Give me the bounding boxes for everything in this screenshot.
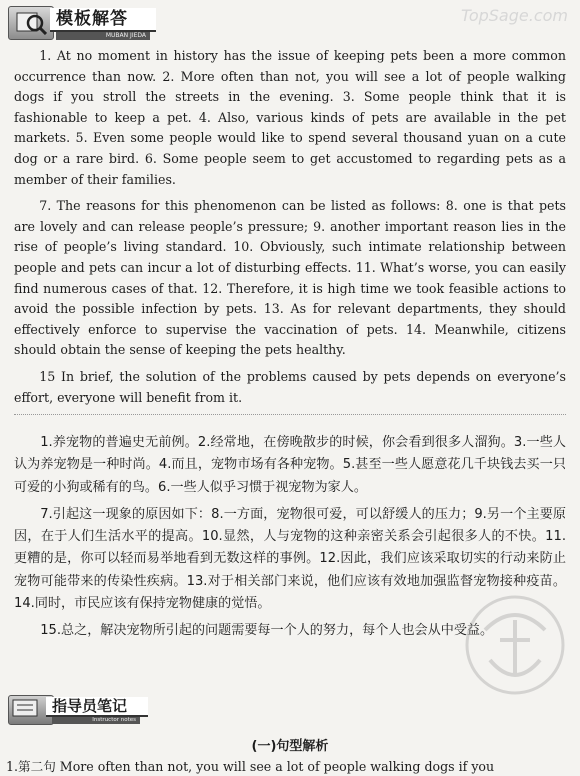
magnifier-icon <box>8 6 54 40</box>
section-divider <box>14 414 566 415</box>
notes-title: 指导员笔记 <box>46 697 148 717</box>
section-badge-model-answer <box>8 6 158 40</box>
english-paragraph-3: 15 In brief, the solution of the problems caused by pets depends on everyone’s effort, everyone will benefit from it. <box>14 368 566 405</box>
analysis-first-line: 1.第二句 More often than not, you will see a lot of people walking dogs if you <box>6 759 495 774</box>
chinese-paragraph-2: 7.引起这一现象的原因如下：8.一方面，宠物很可爱，可以舒缓人的压力；9.另一个主要原因，在于人们生活水平的提高。10.显然，人与宠物的这种亲密关系会引起很多人的不快。11.更糟的是，你可以轻而易举地看到无数这样的事例。12.因此，我们应该采取切实的行动来防止宠物可能带来的传染性疾病。13.对于相关部门来说，他们应该有效地加强监督宠物接种疫苗。14.同时，市民应该有保持宠物健康的觉悟。 <box>14 506 566 612</box>
chinese-paragraph-3: 15.总之，解决宠物所引起的问题需要每一个人的努力，每个人也会从中受益。 <box>40 623 494 639</box>
english-paragraph-1: 1. At no moment in history has the issue of keeping pets been a more common occurrence than now. 2. More often than not, you will see a lot of people walking dogs if you stroll the streets in the evening. 3. Some people think that it is fashionable to keep a pet. 4. Also, various kinds of pets are available in the pet markets. 5. Even some people would like to spend several thousand yuan on a cute dog or a rare bird. 6. Some people seem to get accustomed to regarding pets as a member of their families. <box>14 48 566 187</box>
subsection-heading: (一)句型解析 <box>251 739 329 754</box>
section-title: 模板解答 <box>50 8 156 32</box>
english-model-essay <box>14 46 566 414</box>
decorative-stamp-watermark <box>460 590 570 710</box>
section-badge-instructor-notes <box>8 695 158 725</box>
english-paragraph-2: 7. The reasons for this phenomenon can be listed as follows: 8. one is that pets are lovely and can release people’s pressure; 9. another important reason lies in the rise of people’s living standard. 10. Obviously, such intimate relationship between people and pets can incur a lot of disturbing effects. 11. What’s worse, you can easily find numerous cases of that. 12. Therefore, it is high time we took feasible actions to avoid the possible infection by pets. 13. As for relevant departments, they should effectively enforce to supervise the vaccination of pets. 14. Meanwhile, citizens should obtain the sense of keeping the pets healthy. <box>14 198 566 358</box>
notes-subtitle: Instructor notes <box>52 717 140 724</box>
watermark-text: TopSage.com <box>461 6 568 25</box>
section-subtitle: MUBAN JIEDA <box>56 32 150 40</box>
chinese-paragraph-1: 1.养宠物的普遍史无前例。2.经常地，在傍晚散步的时候，你会看到很多人溜狗。3.一些人认为养宠物是一种时尚。4.而且，宠物市场有各种宠物。5.甚至一些人愿意花几千块钱去买一只可爱的小狗或稀有的鸟。6.一些人似乎习惯于视宠物为家人。 <box>14 435 566 495</box>
